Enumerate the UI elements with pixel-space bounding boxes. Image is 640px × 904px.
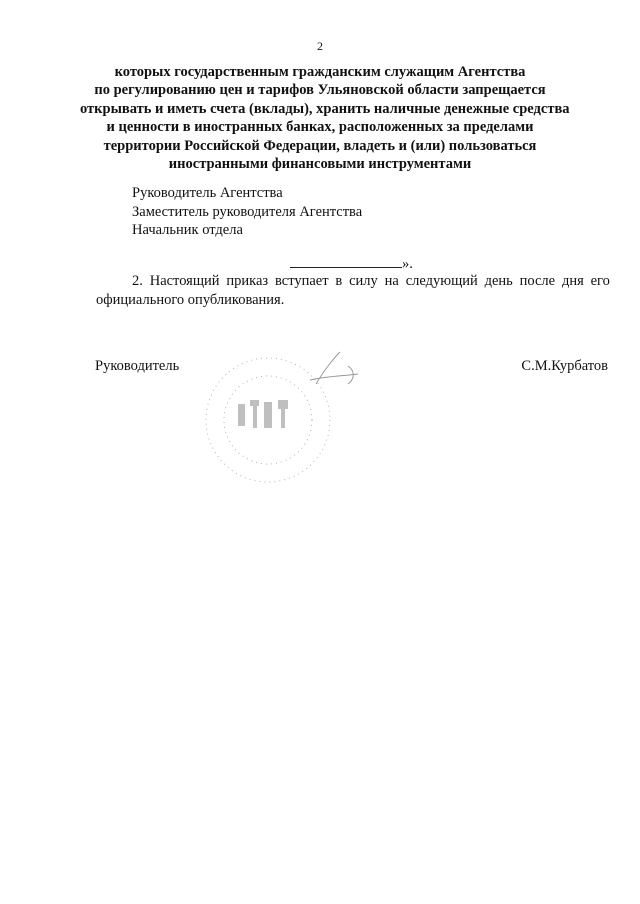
word: силу <box>349 273 378 289</box>
signature-name: С.М.Курбатов <box>521 358 608 374</box>
word: день <box>484 273 513 289</box>
heading-line: территории Российской Федерации, владеть и (или) пользоваться <box>103 137 537 154</box>
heading-block <box>80 63 570 173</box>
paragraph-line-2: официального опубликования. <box>96 292 285 308</box>
word: после <box>519 273 556 289</box>
word: приказ <box>226 273 269 289</box>
position-item: Заместитель руководителя Агентства <box>132 203 363 220</box>
heading-line: которых государственным гражданским служащим Агентства <box>114 64 526 80</box>
heading-line: и ценности в иностранных банках, расположенных за пределами <box>106 119 534 136</box>
seal-stamp-icon <box>198 340 378 490</box>
word: 2. <box>132 273 143 289</box>
paragraph-2 <box>96 272 610 310</box>
signature-role: Руководитель <box>95 358 180 374</box>
paragraph-line-1 <box>96 272 610 291</box>
heading-line: иностранными финансовыми инструментами <box>168 156 472 173</box>
word: его <box>590 273 610 289</box>
word: Настоящий <box>149 273 220 289</box>
heading-line: по регулированию цен и тарифов Ульяновской области запрещается <box>94 82 546 99</box>
closing-quote: ». <box>402 256 413 272</box>
position-item: Руководитель Агентства <box>132 185 283 201</box>
word: вступает <box>275 273 329 289</box>
word: в <box>335 273 343 289</box>
page-number: 2 <box>317 39 323 53</box>
positions-list <box>132 184 362 240</box>
blank-underline <box>290 256 402 268</box>
closing-line <box>290 256 413 272</box>
heading-line: открывать и иметь счета (вклады), хранить наличные денежные средства <box>80 100 570 117</box>
word: на <box>384 273 399 289</box>
word: следующий <box>405 273 478 289</box>
position-item: Начальник отдела <box>132 222 243 238</box>
word: дня <box>561 273 584 289</box>
